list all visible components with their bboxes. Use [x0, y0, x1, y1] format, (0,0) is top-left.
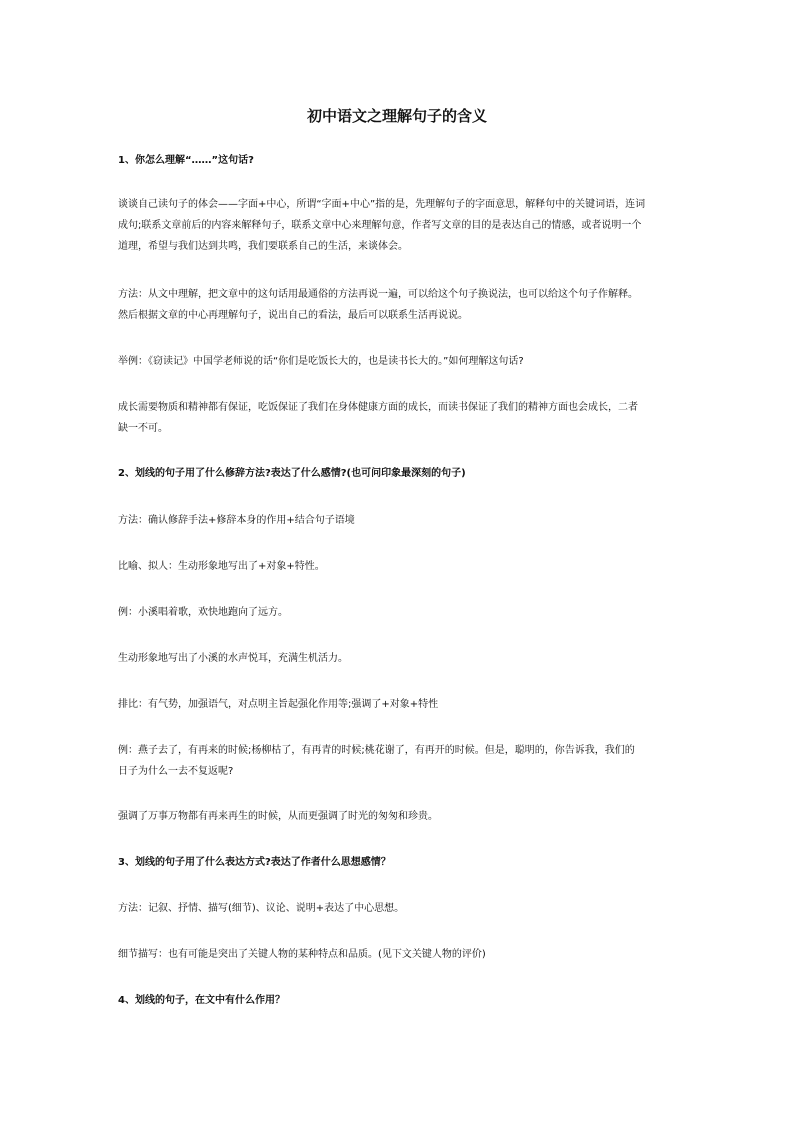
- paragraph-method-3: [118, 898, 678, 919]
- paragraph-answer-2: [118, 648, 678, 669]
- paragraph-answer-3: [118, 806, 678, 827]
- text-line: 方法：从文中理解，把文章中的这句话用最通俗的方法再说一遍，可以给这个句子换说法，也可以给这个句子作解释。: [118, 289, 638, 300]
- text-line: 成句;联系文章前后的内容来解释句子，联系文章中心来理解句意，作者写文章的目的是表达自己的情感，或者说明一个: [118, 220, 642, 231]
- text-line: 比喻、拟人：生动形象地写出了+对象+特性。: [118, 561, 325, 572]
- text-line: 4、划线的句子，在文中有什么作用？: [118, 995, 285, 1006]
- text-line: 例：燕子去了，有再来的时候;杨柳枯了，有再青的时候;桃花谢了，有再开的时候。但是，聪明的，你告诉我，我们的: [118, 745, 635, 756]
- paragraph-interpretation: [118, 194, 678, 257]
- section-heading-2: [118, 463, 678, 484]
- text-line: 然后根据文章的中心再理解句子，说出自己的看法，最后可以联系生活再说说。: [118, 310, 468, 321]
- text-line: 方法：确认修辞手法+修辞本身的作用+结合句子语境: [118, 515, 355, 526]
- text-line: 强调了万事万物都有再来再生的时候，从而更强调了时光的匆匆和珍贵。: [118, 811, 438, 822]
- paragraph-detail-description: [118, 944, 678, 965]
- paragraph-answer-1: [118, 397, 678, 439]
- paragraph-method-2: [118, 510, 678, 531]
- text-line: 细节描写：也有可能是突出了关键人物的某种特点和品质。(见下文关键人物的评价): [118, 949, 486, 960]
- text-line: 排比：有气势，加强语气，对点明主旨起强化作用等;强调了+对象+特性: [118, 699, 439, 710]
- section-heading-4: [118, 990, 678, 1011]
- paragraph-method-1: [118, 284, 678, 326]
- paragraph-example-1: [118, 351, 678, 372]
- text-line: 3、划线的句子用了什么表达方式?表达了作者什么思想感情？: [118, 857, 391, 868]
- text-line: 举例：《窃读记》中国学老师说的话“你们是吃饭长大的，也是读书长大的。”如何理解这句话?: [118, 356, 524, 367]
- text-line: 例：小溪唱着歌，欢快地跑向了远方。: [118, 607, 288, 618]
- text-line: 生动形象地写出了小溪的水声悦耳，充满生机活力。: [118, 653, 348, 664]
- text-line: 缺一不可。: [118, 423, 168, 434]
- paragraph-metaphor: [118, 556, 678, 577]
- text-line: 2、划线的句子用了什么修辞方法?表达了什么感情?(也可问印象最深刻的句子): [118, 468, 466, 479]
- paragraph-parallelism: [118, 694, 678, 715]
- text-line: 方法：记叙、抒情、描写(细节)、议论、说明+表达了中心思想。: [118, 903, 405, 914]
- text-line: 道理，希望与我们达到共鸣，我们要联系自己的生活，来谈体会。: [118, 241, 408, 252]
- text-line: 谈谈自己读句子的体会——字面+中心，所谓“字面+中心”指的是，先理解句子的字面意思，解释句中的关键词语，连词: [118, 199, 646, 210]
- text-line: 成长需要物质和精神都有保证，吃饭保证了我们在身体健康方面的成长，而读书保证了我们的精神方面也会成长，二者: [118, 402, 638, 413]
- paragraph-example-3: [118, 740, 678, 782]
- text-line: 日子为什么一去不复返呢?: [118, 766, 234, 777]
- section-heading-3: [118, 852, 678, 873]
- page-title: 初中语文之理解句子的含义: [306, 107, 487, 125]
- paragraph-example-2: [118, 602, 678, 623]
- text-line: 1、你怎么理解“……”这句话?: [118, 155, 254, 166]
- section-heading-1: [118, 150, 678, 171]
